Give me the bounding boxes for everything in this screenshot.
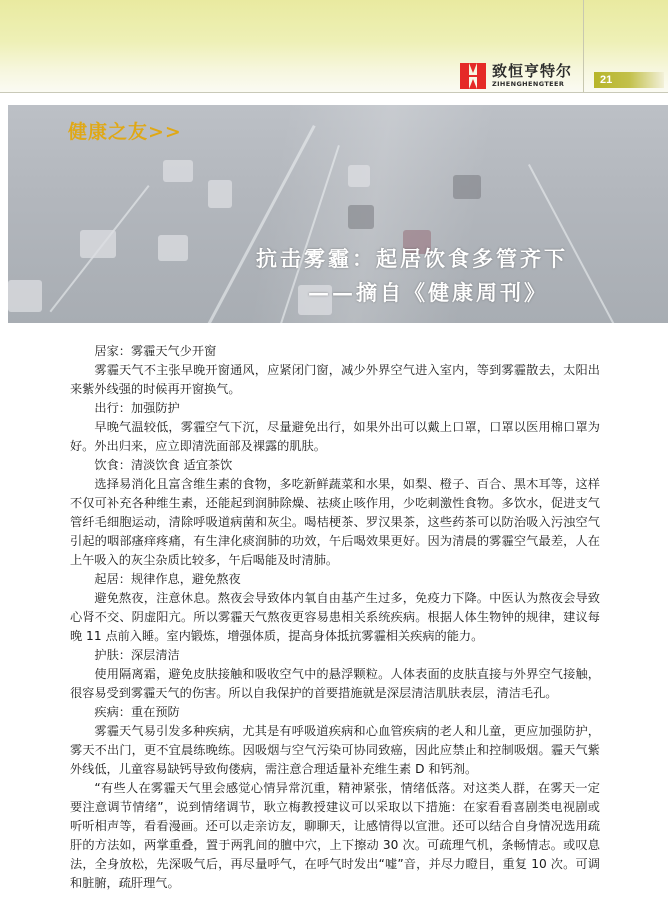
section-paragraph-home: 雾霾天气不主张早晚开窗通风，应紧闭门窗，减少外界空气进入室内，等到雾霾散去，太阳出来紫外线强的时候再开窗换气。 (70, 363, 600, 396)
brand-name-en: ZIHENGHENGTEER (492, 80, 565, 89)
car (158, 235, 188, 261)
section-paragraph-travel: 早晚气温较低，雾霾空气下沉，尽量避免出行，如果外出可以戴上口罩，口罩以医用棉口罩为好。外出归来，应立即清洗面部及裸露的肌肤。 (70, 420, 600, 453)
article-body (70, 342, 600, 893)
section-heading-routine: 起居：规律作息，避免熬夜 (94, 572, 241, 586)
header-divider (583, 0, 584, 92)
car (348, 205, 374, 229)
section-heading-skincare: 护肤：深层清洁 (94, 648, 180, 662)
section-paragraph-skincare: 使用隔离霜，避免皮肤接触和吸收空气中的悬浮颗粒。人体表面的皮肤直接与外界空气接触，很容易受到雾霾天气的伤害。所以自我保护的首要措施就是深层清洁肌肤表层，清洁毛孔。 (70, 667, 600, 700)
page-number: 21 (594, 72, 664, 88)
section-tag: 健康之友>> (68, 121, 182, 143)
car (453, 175, 481, 199)
section-paragraph-routine: 避免熬夜，注意休息。熬夜会导致体内氧自由基产生过多，免疫力下降。中医认为熬夜会导致心肾不交、阴虚阳亢。所以雾霾天气熬夜更容易患相关系统疾病。根据人体生物钟的规律，建议每晚 11 点前入睡。室内锻炼，增强体质，提高身体抵抗雾霾相关疾病的能力。 (70, 591, 600, 643)
closing-paragraph: “有些人在雾霾天气里会感觉心情异常沉重，精神紧张，情绪低落。对这类人群，在雾天一定要注意调节情绪”，说到情绪调节，耿立梅教授建议可以采取以下措施：在家看看喜剧类电视剧或听听相声等，看看漫画。还可以走亲访友，聊聊天，让感情得以宣泄。还可以结合自身情况选用疏肝的方法如，两掌重叠，置于两乳间的膻中穴，上下擦动 30 次。可疏理气机，条畅情志。或叹息法，全身放松，先深吸气后，再尽量呼气，在呼气时发出“嘘”音，并尽力瞪目，重复 10 次。可调和脏腑，疏肝理气。 (70, 781, 600, 890)
car (348, 165, 370, 187)
brand-name-cn: 致恒亨特尔 (492, 62, 573, 81)
brand-logo-icon (460, 63, 486, 89)
article-title: 抗击雾霾：起居饮食多管齐下 (256, 246, 568, 271)
article-source: ——摘自《健康周刊》 (308, 280, 548, 305)
section-heading-home: 居家：雾霾天气少开窗 (94, 344, 217, 358)
car (8, 280, 42, 312)
banner-image (8, 105, 668, 323)
section-heading-disease: 疾病：重在预防 (94, 705, 180, 719)
section-paragraph-disease: 雾霾天气易引发多种疾病，尤其是有呼吸道疾病和心血管疾病的老人和儿童，更应加强防护，雾天不出门，更不宜晨练晚练。因吸烟与空气污染可协同致癌，因此应禁止和控制吸烟。霾天气紫外线低，儿童容易缺钙导致佝偻病，需注意合理适量补充维生素 D 和钙剂。 (70, 724, 600, 776)
section-heading-diet: 饮食：清淡饮食 适宜茶饮 (94, 458, 233, 472)
car (208, 180, 232, 208)
car (163, 160, 193, 182)
brand-logo (460, 62, 572, 90)
car (80, 230, 116, 258)
section-heading-travel: 出行：加强防护 (94, 401, 180, 415)
section-paragraph-diet: 选择易消化且富含维生素的食物，多吃新鲜蔬菜和水果，如梨、橙子、百合、黑木耳等，这样不仅可补充各种维生素，还能起到润肺除燥、祛痰止咳作用，少吃刺激性食物。多饮水，促进支气管纤毛细胞运动，清除呼吸道病菌和灰尘。喝桔梗茶、罗汉果茶，这些药茶可以防治吸入污浊空气引起的咽部瘙痒疼痛，有生津化痰润肺的功效，午后喝效果更好。因为清晨的雾霾空气最差，人在上午吸入的灰尘杂质比较多，午后喝能及时清肺。 (70, 477, 600, 567)
page-header (0, 0, 668, 93)
